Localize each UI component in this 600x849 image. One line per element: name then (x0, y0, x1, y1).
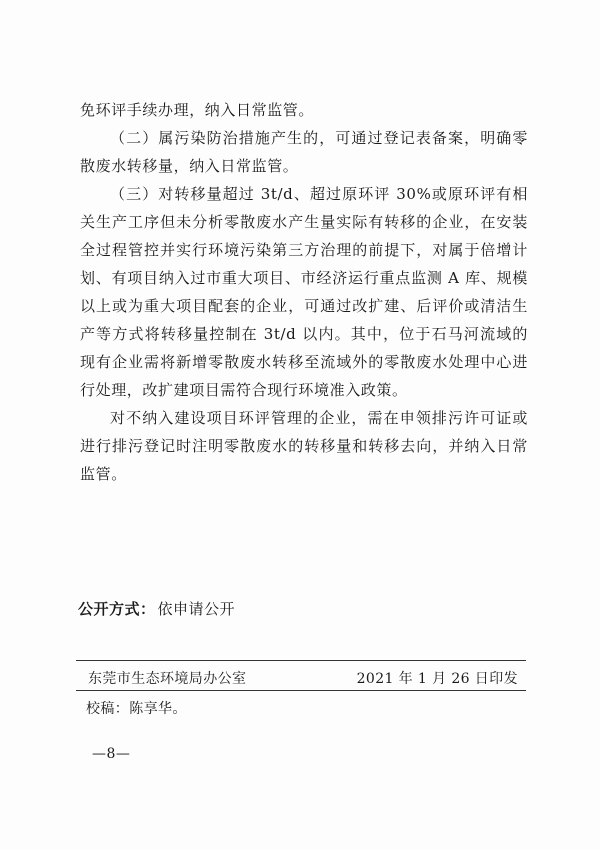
document-body (80, 96, 528, 488)
paragraph-3: （三）对转移量超过 3t/d、超过原环评 30%或原环评有相关生产工序但未分析零散废水产生量实际有转移的企业，在安装全过程管控并实行环境污染第三方治理的前提下，对属于倍增计划、有项目纳入过市重大项目、市经济运行重点监测 A 库、规模以上或为重大项目配套的企业，可通过改扩建、后评价或清洁生产等方式将转移量控制在 3t/d 以内。其中，位于石马河流域的现有企业需将新增零散废水转移至流域外的零散废水处理中心进行处理，改扩建项目需符合现行环境准入政策。 (80, 185, 528, 399)
paragraph-2: （二）属污染防治措施产生的，可通过登记表备案，明确零散废水转移量，纳入日常监管。 (80, 129, 528, 175)
paragraph-1: 免环评手续办理，纳入日常监管。 (80, 101, 315, 119)
proofreader-line: 校稿：陈享华。 (86, 701, 187, 717)
disclosure-value: 依申请公开 (157, 600, 236, 618)
footer-bottom-rule (76, 690, 526, 691)
issuer-name: 东莞市生态环境局办公室 (88, 671, 247, 687)
issue-date: 2021 年 1 月 26 日印发 (356, 671, 518, 687)
footer-top-rule (76, 660, 526, 661)
page-number: —8— (92, 746, 131, 762)
paragraph-4: 对不纳入建设项目环评管理的企业，需在申领排污许可证或进行排污登记时注明零散废水的转移量和转移去向，并纳入日常监管。 (80, 409, 528, 483)
disclosure-line (78, 598, 235, 619)
disclosure-label: 公开方式： (78, 600, 156, 618)
